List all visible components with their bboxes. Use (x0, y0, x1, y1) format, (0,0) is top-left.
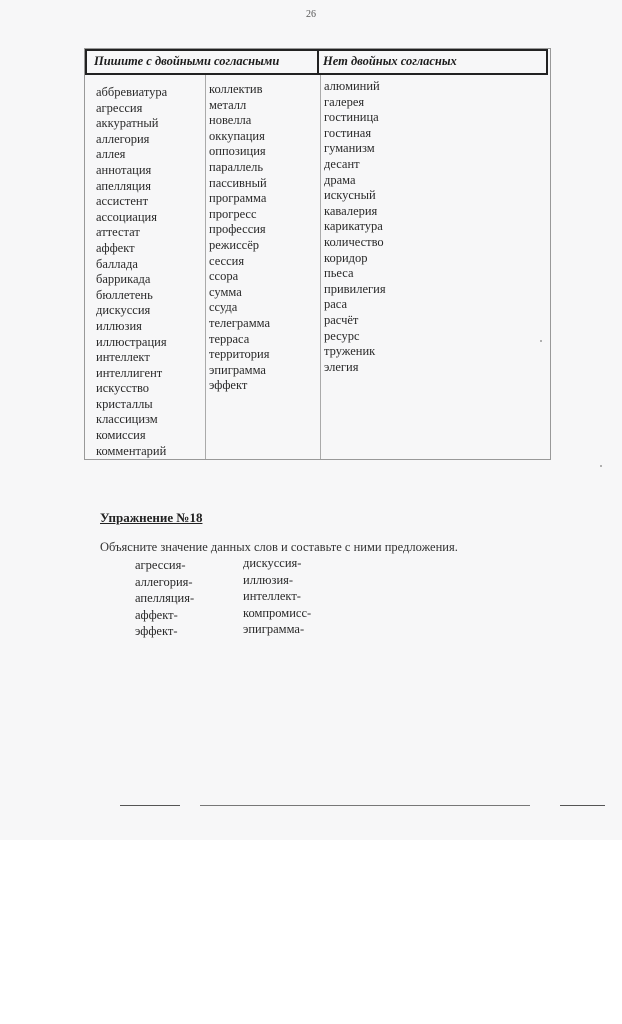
task-word: иллюзия- (243, 572, 294, 587)
exercise-title: Упражнение №18 (100, 510, 203, 525)
word-item: аннотация (96, 162, 152, 177)
task-word: эпиграмма- (243, 622, 305, 637)
bottom-rule (200, 805, 530, 806)
column-divider-2 (320, 75, 321, 459)
word-item: искусный (324, 188, 376, 203)
column-divider-1 (205, 75, 206, 459)
word-item: дискуссия (96, 303, 151, 318)
word-item: иллюстрация (96, 334, 167, 349)
task-word: интеллект- (243, 589, 301, 604)
scan-speck (600, 465, 602, 467)
word-item: галерея (324, 94, 365, 109)
task-words-left (135, 557, 194, 640)
word-item: коллектив (209, 82, 263, 96)
word-item: гостиная (324, 125, 372, 140)
word-item: режиссёр (209, 237, 260, 252)
word-item: искусство (96, 381, 150, 396)
word-item: терраса (209, 331, 250, 346)
word-item: пассивный (209, 175, 267, 190)
word-column-2 (209, 82, 270, 394)
word-item: пьеса (324, 266, 354, 281)
word-item: расчёт (324, 312, 359, 327)
spelling-table (84, 48, 551, 460)
exercise-instruction: Объясните значение данных слов и составьте с ними предложения. (100, 540, 458, 554)
task-words-right (243, 555, 311, 638)
word-item: аббревиатура (96, 85, 168, 99)
bottom-rule (120, 805, 180, 806)
word-item: прогресс (209, 206, 257, 221)
word-item: интеллект (96, 350, 150, 365)
word-item: интеллигент (96, 365, 163, 380)
word-item: привилегия (324, 281, 386, 296)
word-item: аттестат (96, 225, 140, 240)
word-item: аллея (96, 147, 126, 162)
word-item: баллада (96, 256, 138, 271)
word-item: параллель (209, 159, 264, 174)
word-item: труженик (324, 344, 376, 359)
word-item: комментарий (96, 443, 167, 458)
word-item: алюминий (324, 79, 380, 93)
word-item: классицизм (96, 412, 158, 427)
word-item: новелла (209, 113, 252, 128)
word-item: гуманизм (324, 141, 375, 156)
word-item: ссуда (209, 300, 238, 315)
page-number: 26 (306, 9, 316, 20)
scan-speck (540, 340, 542, 342)
task-word: агрессия- (135, 558, 186, 572)
word-item: территория (209, 347, 270, 362)
task-word: апелляция- (135, 591, 195, 606)
word-item: карикатура (324, 219, 383, 234)
header-double-consonants: Пишите с двойными согласными (94, 54, 280, 68)
task-word: эффект- (135, 624, 178, 639)
task-word: компромисс- (243, 605, 312, 620)
word-item: эффект (209, 378, 248, 393)
word-item: элегия (324, 359, 359, 374)
word-item: аккуратный (96, 116, 159, 131)
word-item: ресурс (324, 328, 360, 343)
word-item: ассоциация (96, 209, 157, 224)
word-item: кристаллы (96, 396, 153, 411)
word-item: кавалерия (324, 203, 378, 218)
word-item: гостиница (324, 110, 379, 125)
word-item: баррикада (96, 272, 151, 287)
task-word: дискуссия- (243, 556, 302, 570)
task-word: аллегория- (135, 574, 193, 589)
word-item: драма (324, 172, 356, 187)
word-item: сумма (209, 284, 242, 299)
word-item: эпиграмма (209, 362, 266, 377)
word-item: сессия (209, 253, 245, 268)
task-word: аффект- (135, 607, 178, 622)
header-no-double-consonants: Нет двойных согласных (323, 54, 457, 68)
word-item: количество (324, 234, 384, 249)
word-item: комиссия (96, 428, 146, 443)
bottom-rule (560, 805, 605, 806)
word-item: металл (209, 97, 247, 112)
word-item: коридор (324, 250, 368, 265)
table-header (85, 49, 548, 75)
word-item: аффект (96, 240, 135, 255)
word-item: программа (209, 191, 267, 206)
word-column-3 (324, 79, 386, 375)
header-separator (317, 51, 319, 73)
word-item: телеграмма (209, 315, 271, 330)
word-item: профессия (209, 222, 266, 237)
word-item: оппозиция (209, 144, 266, 159)
word-item: оккупация (209, 128, 265, 143)
word-item: бюллетень (96, 287, 153, 302)
word-item: ссора (209, 269, 239, 284)
word-item: раса (324, 297, 348, 312)
word-item: ассистент (96, 194, 149, 209)
word-item: агрессия (96, 100, 143, 115)
word-item: иллюзия (96, 318, 142, 333)
word-item: аллегория (96, 131, 150, 146)
word-item: десант (324, 156, 360, 171)
word-column-1 (96, 85, 167, 459)
word-item: апелляция (96, 178, 151, 193)
